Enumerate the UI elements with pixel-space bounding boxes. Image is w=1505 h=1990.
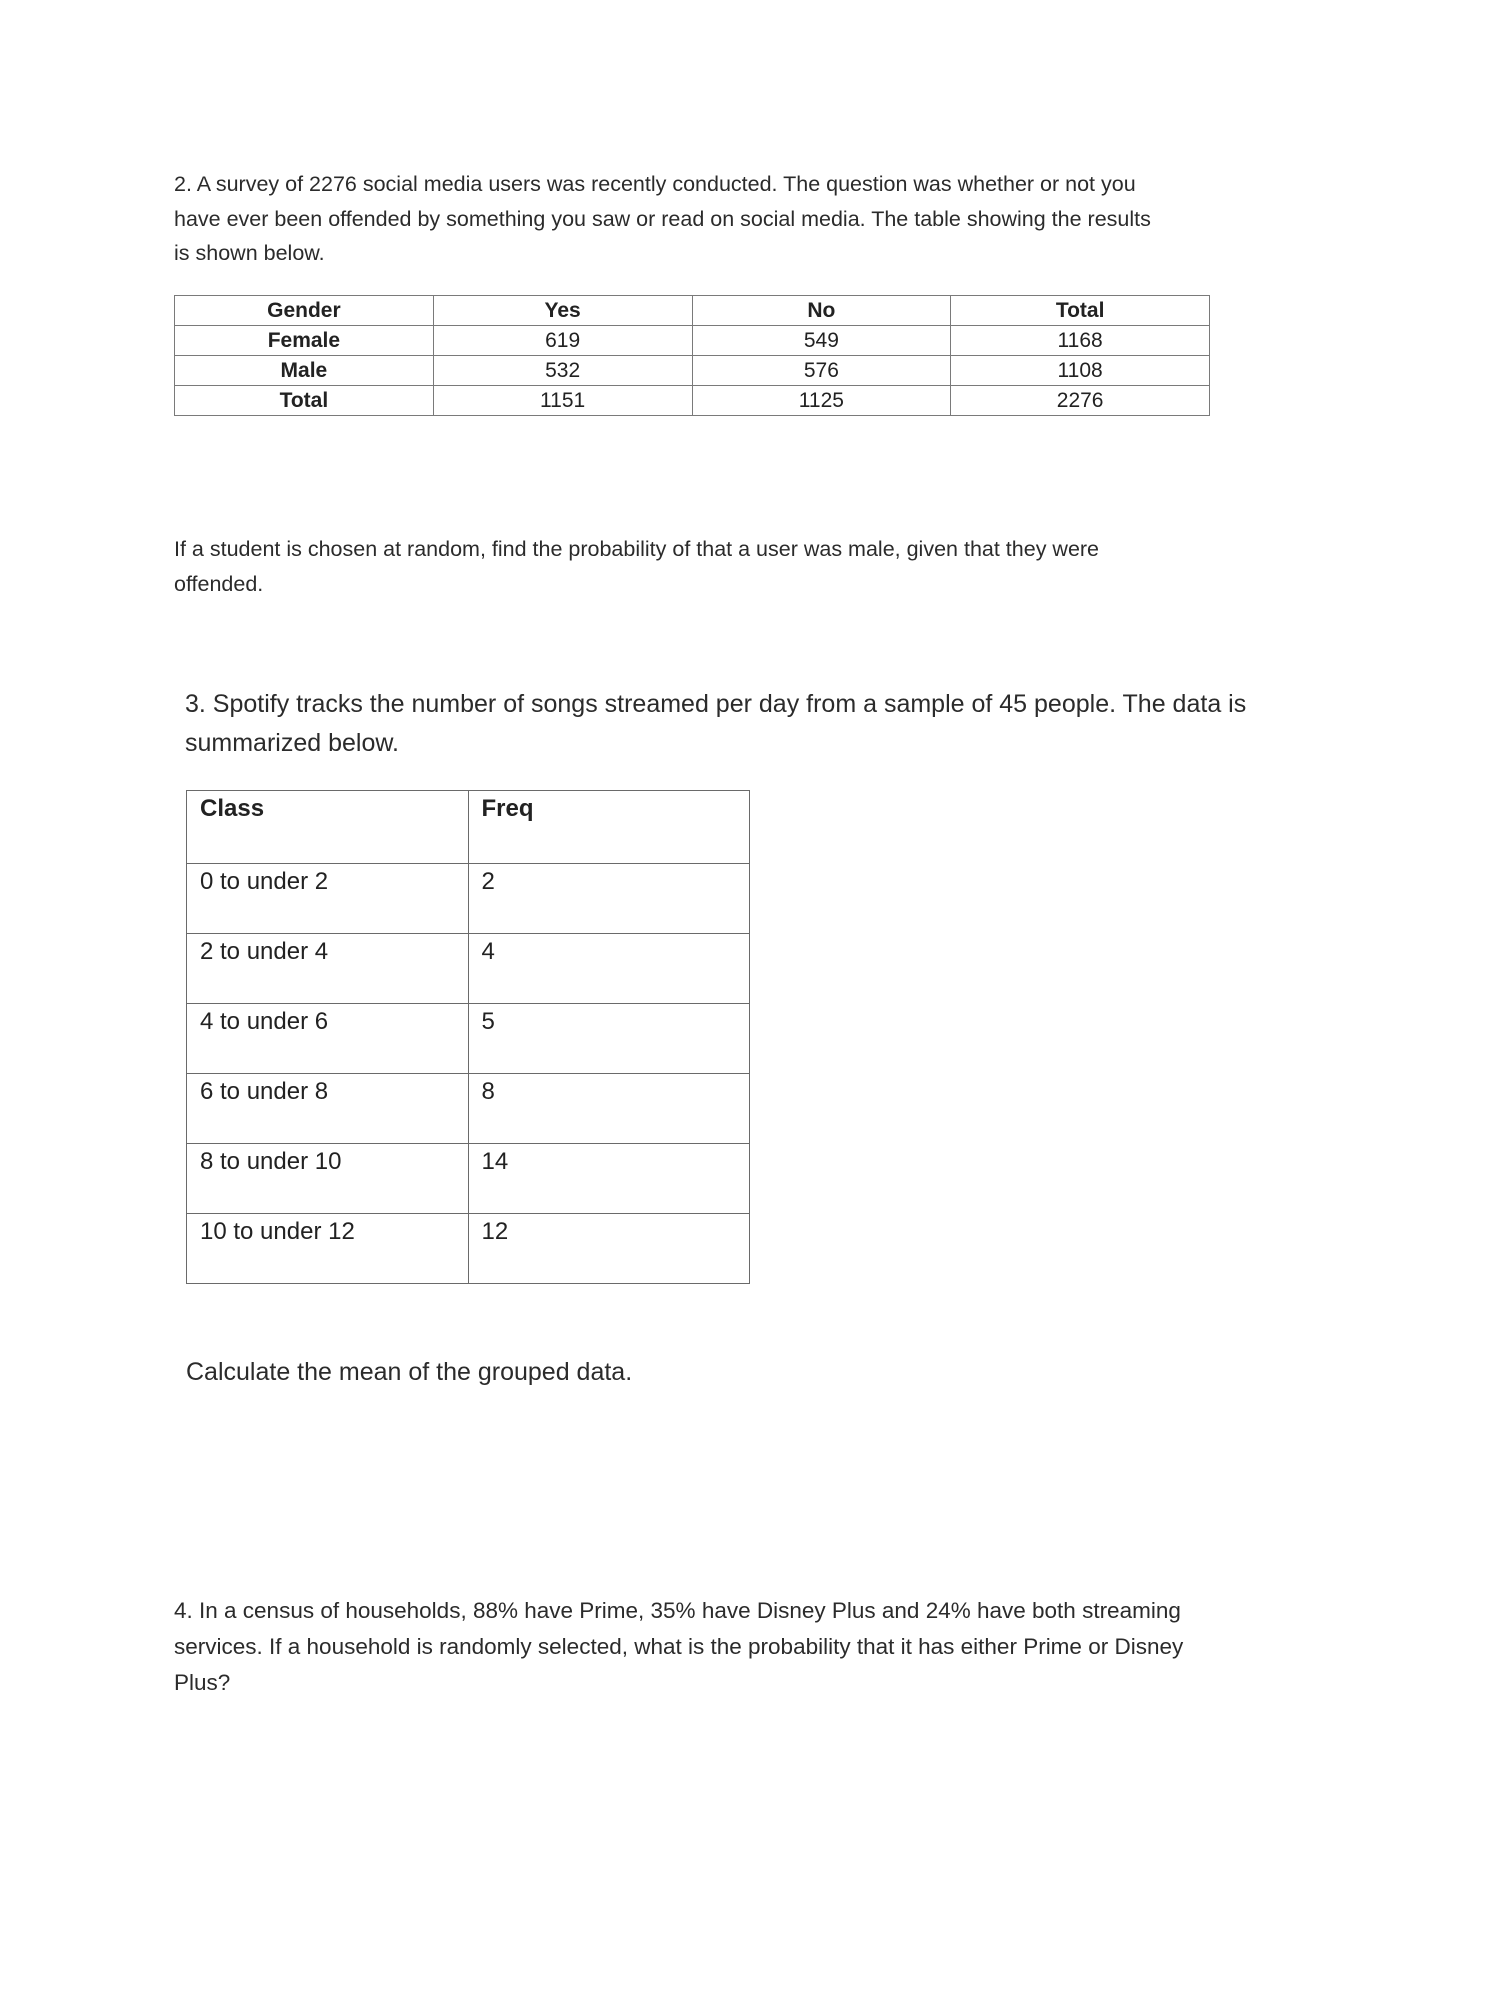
table-row (175, 326, 1210, 356)
row-label-cell: Total (175, 386, 434, 416)
freq-cell: 12 (468, 1214, 750, 1284)
frequency-table (186, 790, 750, 1284)
table-cell: 619 (433, 326, 692, 356)
row-label-cell: Male (175, 356, 434, 386)
freq-cell: 8 (468, 1074, 750, 1144)
text-line: services. If a household is randomly selected, what is the probability that it has either Prime or Disney (174, 1634, 1184, 1659)
freq-cell: 4 (468, 934, 750, 1004)
table-cell: 1168 (951, 326, 1210, 356)
text-line: is shown below. (174, 241, 325, 265)
class-cell: 2 to under 4 (187, 934, 469, 1004)
question-4-text (174, 1593, 1183, 1701)
table-header-cell: Class (187, 791, 469, 864)
table-cell: 1125 (692, 386, 951, 416)
table-row (187, 864, 750, 934)
class-cell: 6 to under 8 (187, 1074, 469, 1144)
table-row (187, 1004, 750, 1074)
text-line: offended. (174, 571, 264, 596)
table-row (187, 1214, 750, 1284)
table-row (175, 356, 1210, 386)
freq-cell: 2 (468, 864, 750, 934)
question-2-text (174, 167, 1151, 271)
text-line: Calculate the mean of the grouped data. (186, 1358, 633, 1386)
table-header-row (175, 296, 1210, 326)
survey-results-table (174, 295, 1210, 416)
table-row (187, 1144, 750, 1214)
table-row (187, 934, 750, 1004)
table-header-cell: Total (951, 296, 1210, 326)
table-header-cell: Freq (468, 791, 750, 864)
text-line: summarized below. (185, 728, 399, 757)
table-header-cell: No (692, 296, 951, 326)
table-header-cell: Yes (433, 296, 692, 326)
text-line: Plus? (174, 1670, 231, 1695)
table-cell: 1108 (951, 356, 1210, 386)
table-cell: 532 (433, 356, 692, 386)
table-cell: 2276 (951, 386, 1210, 416)
question-3-prompt (186, 1353, 632, 1391)
freq-cell: 14 (468, 1144, 750, 1214)
class-cell: 8 to under 10 (187, 1144, 469, 1214)
class-cell: 4 to under 6 (187, 1004, 469, 1074)
table-header-cell: Gender (175, 296, 434, 326)
text-line: 4. In a census of households, 88% have Prime, 35% have Disney Plus and 24% have both streaming (174, 1598, 1181, 1623)
text-line: 2. A survey of 2276 social media users was recently conducted. The question was whether or not you (174, 172, 1136, 196)
text-line: have ever been offended by something you saw or read on social media. The table showing the results (174, 206, 1151, 231)
table-row (175, 386, 1210, 416)
table-cell: 549 (692, 326, 951, 356)
class-cell: 0 to under 2 (187, 864, 469, 934)
table-cell: 1151 (433, 386, 692, 416)
question-3-text (185, 685, 1246, 762)
table-header-row (187, 791, 750, 864)
question-2-prompt (174, 532, 1099, 601)
text-line: If a student is chosen at random, find the probability of that a user was male, given that they were (174, 537, 1100, 561)
class-cell: 10 to under 12 (187, 1214, 469, 1284)
text-line: 3. Spotify tracks the number of songs streamed per day from a sample of 45 people. The data is (185, 690, 1247, 718)
freq-cell: 5 (468, 1004, 750, 1074)
table-cell: 576 (692, 356, 951, 386)
row-label-cell: Female (175, 326, 434, 356)
table-row (187, 1074, 750, 1144)
